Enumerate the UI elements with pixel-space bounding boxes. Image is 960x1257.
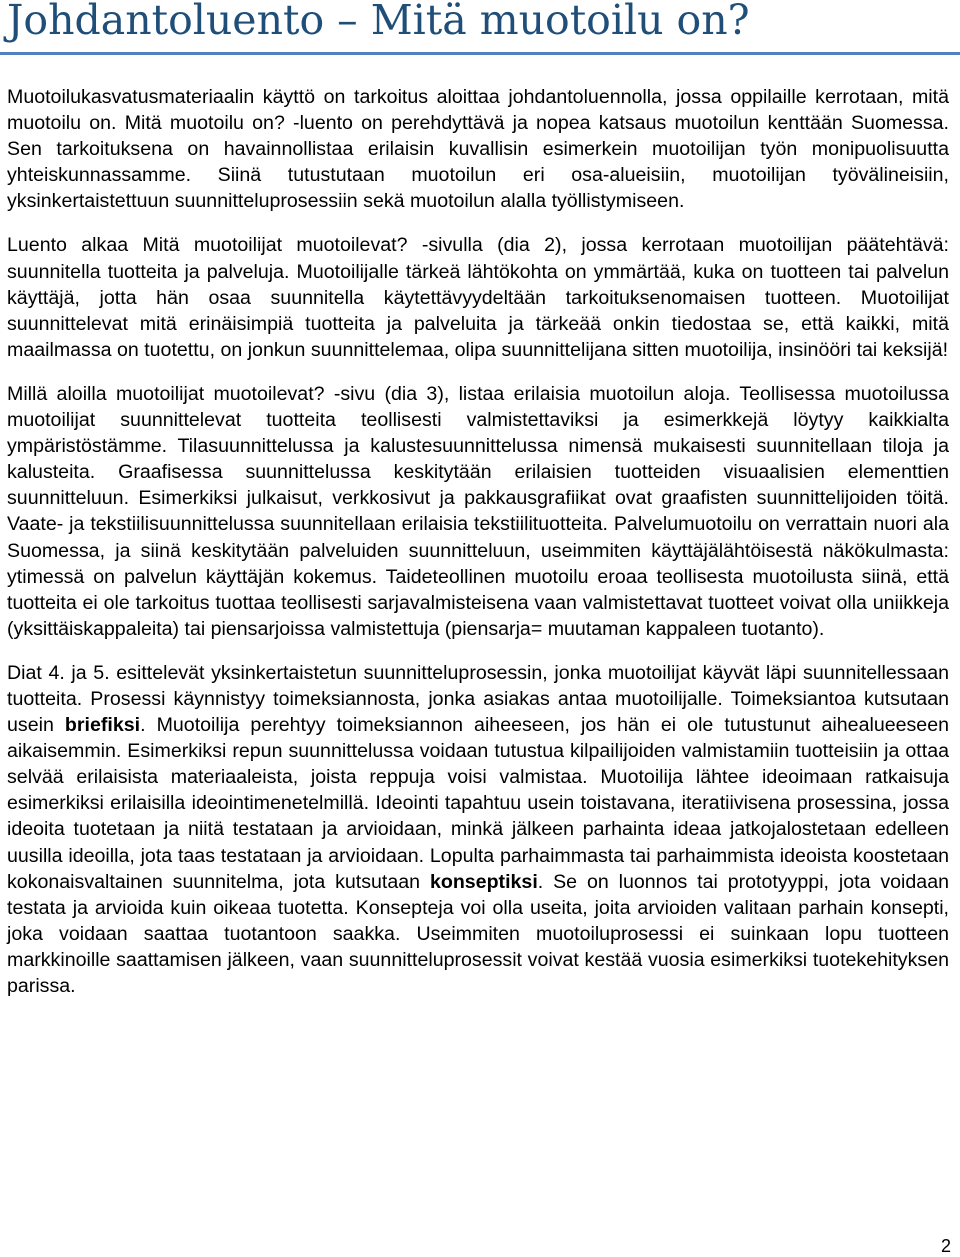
design-fields-paragraph xyxy=(7,381,949,642)
paragraph-text: Diat 4. ja 5. esittelevät yksinkertaistetun suunnitteluprosessin, jonka muotoilijat käyvät läpi suunnitellessaan tuotteita. Prosessi käynnistyy toimeksiannosta, jonka asiakas antaa muotoilijalle. Toimeksiantoa kutsutaan usein xyxy=(7,661,949,737)
intro-paragraph xyxy=(7,84,949,214)
paragraph-text: Muotoilukasvatusmateriaalin käyttö on tarkoitus aloittaa johdantoluennolla, jossa oppilaille kerrotaan, mitä muotoilu on. Mitä muotoilu on? -luento on perehdyttävä ja nopea katsaus muotoilun kenttään Suomessa. Sen tarkoituksena on havainnollistaa erilaisin kuvallisin esimerkein muotoilijan työn monipuolisuutta yhteiskunnassamme. Siinä tutustutaan muotoilun eri osa-alueisiin, muotoilijan työvälineisiin, yksinkertaistettuun suunnitteluprosessiin sekä muotoilun alalla työllistymiseen. xyxy=(7,86,949,213)
design-process-paragraph xyxy=(7,660,949,999)
lecture-start-paragraph xyxy=(7,232,949,362)
paragraph-text: . Muotoilija perehtyy toimeksiannon aiheeseen, jos hän ei ole tutustunut aihealueeseen aikaisemmin. Esimerkiksi repun suunnittelussa voidaan tutustua kilpailijoiden valmistamiin tuotteisiin ja ottaa selvää erilaisista materiaaleista, joista reppuja voisi valmistaa. Muotoilija lähtee ideoimaan ratkaisuja esimerkiksi erilaisilla ideointimenetelmillä. Ideointi tapahtuu usein toistavana, iteratiivisena prosessina, jossa ideoita tuotetaan ja niitä testataan ja arvioidaan, minkä jälkeen parhainta ideaa jatkojalostetaan edelleen uusilla ideoilla, jota taas testataan ja arvioidaan. Lopulta parhaimmasta tai parhaimmista ideoista koostetaan kokonaisvaltainen suunnitelma, jota kutsutaan xyxy=(7,714,949,893)
emphasis-term-briefi: briefiksi xyxy=(64,714,141,737)
paragraph-text: Luento alkaa Mitä muotoilijat muotoilevat? -sivulla (dia 2), jossa kerrotaan muotoilijan päätehtävä: suunnitella tuotteita ja palveluja. Muotoilijalle tärkeä lähtökohta on ymmärtää, kuka on tuotteen tai palvelun käyttäjä, jotta hän osaa suunnitella käytettävyydeltään tarkoituksenomaisen tuotteen. Muotoilijat suunnittelevat mitä erinäisimpiä tuotteita ja palveluita ja tärkeää onkin tiedostaa se, että kaikki, mitä maailmassa on tuotettu, on jonkun suunnittelemaa, olipa suunnittelijana sitten muotoilija, insinööri tai keksijä! xyxy=(7,234,949,361)
page-number: 2 xyxy=(940,1236,951,1256)
paragraph-text: Millä aloilla muotoilijat muotoilevat? -sivu (dia 3), listaa erilaisia muotoilun aloja. Teollisessa muotoilussa muotoilijat suunnittelevat tuotteita teollisesti valmistettaviksi ja esimerkkejä löytyy kaikkialta ympäristöstämme. Tilasuunnittelussa ja kalustesuunnittelussa nimensä mukaisesti suunnitellaan tiloja ja kalusteita. Graafisessa suunnittelussa keskitytään erilaisien tuotteiden visuaalisien elementtien suunnitteluun. Esimerkiksi julkaisut, verkkosivut ja pakkausgrafiikat ovat graafisten suunnittelijoiden töitä. Vaate- ja tekstiilisuunnittelussa suunnitellaan erilaisia tekstiilituotteita. Palvelumuotoilu on verrattain nuori ala Suomessa, ja siinä keskitytään palveluiden suunnitteluun, useimmiten käyttäjälähtöisestä näkökulmasta: ytimessä on palvelun käyttäjän kokemus. Taideteollinen muotoilu eroaa teollisesta muotoilusta siinä, että tuotteita ei ole tarkoitus tuottaa teollisesti sarjavalmisteisena vaan valmistettavat tuotteet voivat olla uniikkeja (yksittäiskappaleita) tai piensarjoissa valmistettuja (piensarja= muutaman kappaleen tuotanto). xyxy=(7,382,949,640)
emphasis-term-konsepti: konseptiksi xyxy=(429,870,538,893)
title-divider xyxy=(0,52,960,55)
paragraph-text: . Se on luonnos tai prototyyppi, jota voidaan testata ja arvioida kuin oikeaa tuotetta. Konsepteja voi olla useita, joita arvioiden valitaan parhain konsepti, joka voidaan saattaa tuotantoon saakka. Useimmiten muotoiluprosessi ei suinkaan lopu tuotteen markkinoille saattamisen jälkeen, vaan suunnitteluprosessit voivat kestää vuosia esimerkiksi tuotekehityksen parissa. xyxy=(7,870,949,997)
page-title: Johdantoluento – Mitä muotoilu on? xyxy=(7,0,750,44)
document-body xyxy=(7,84,949,1017)
